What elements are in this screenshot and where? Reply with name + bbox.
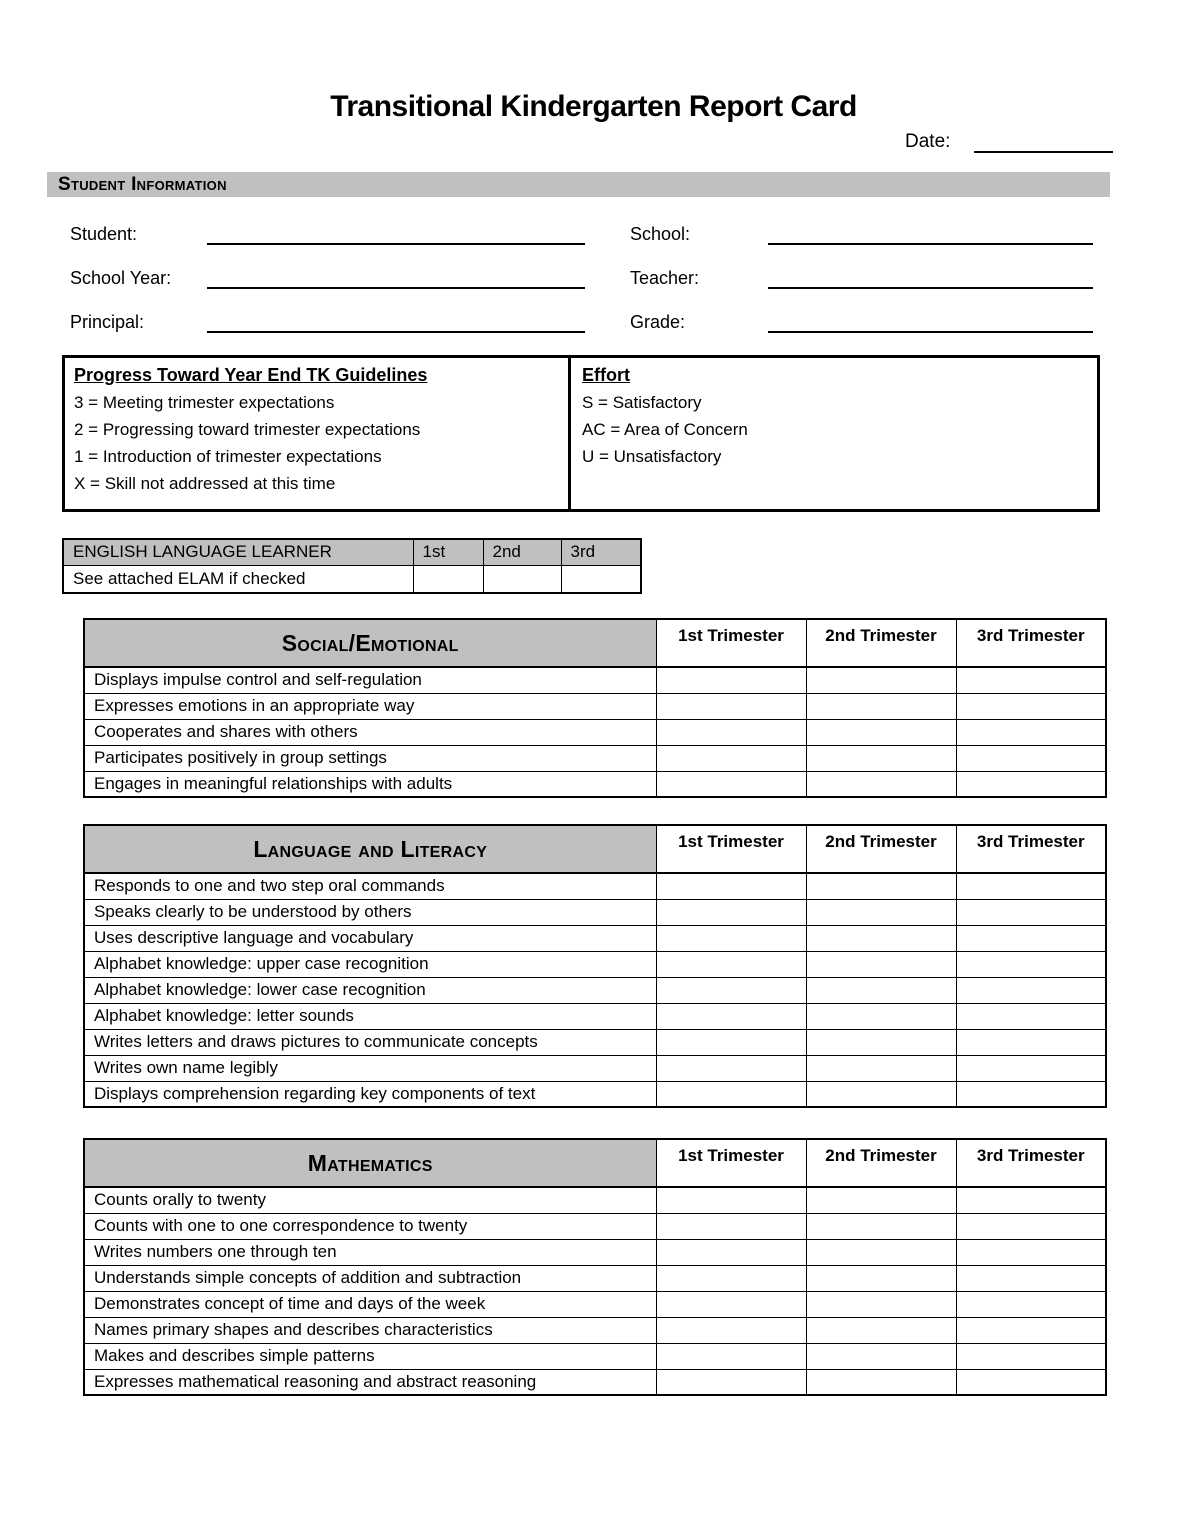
trimester-1-header: 1st Trimester [656,619,806,667]
effort-key-title: Effort [582,365,630,385]
table-row [84,1343,1106,1369]
grade-cell-t1[interactable] [656,951,806,977]
school-year-field [70,263,585,289]
progress-key [65,358,568,509]
trimester-3-header: 3rd Trimester [956,825,1106,873]
grade-cell-t1[interactable] [656,719,806,745]
grade-cell-t2[interactable] [806,1187,956,1213]
grade-field [630,307,1093,333]
teacher-input-line[interactable] [768,265,1093,289]
table-row [84,977,1106,1003]
date-input-line[interactable] [974,129,1113,153]
grade-cell-t3[interactable] [956,899,1106,925]
grade-label: Grade: [630,312,686,332]
table-row [84,1265,1106,1291]
grade-cell-t3[interactable] [956,1213,1106,1239]
grade-cell-t3[interactable] [956,1187,1106,1213]
grade-cell-t1[interactable] [656,1213,806,1239]
grade-cell-t2[interactable] [806,1265,956,1291]
grade-cell-t1[interactable] [656,1343,806,1369]
grade-cell-t3[interactable] [956,1265,1106,1291]
page-title: Transitional Kindergarten Report Card [330,90,857,123]
grade-cell-t2[interactable] [806,873,956,899]
trimester-3-header: 3rd Trimester [956,619,1106,667]
grade-cell-t1[interactable] [656,1055,806,1081]
skill-label: Speaks clearly to be understood by others [84,899,656,925]
grade-cell-t3[interactable] [956,667,1106,693]
grade-cell-t2[interactable] [806,1213,956,1239]
grade-cell-t2[interactable] [806,1081,956,1107]
grade-cell-t1[interactable] [656,977,806,1003]
table-row [84,745,1106,771]
social-emotional-table [83,618,1107,798]
table-row [84,1369,1106,1395]
grade-cell-t1[interactable] [656,1003,806,1029]
ell-header-2nd: 2nd [483,539,561,565]
effort-key [568,358,1097,509]
progress-key-item: 1 = Introduction of trimester expectations [74,447,382,466]
school-field [630,219,1093,245]
school-year-input-line[interactable] [207,265,585,289]
grade-cell-t1[interactable] [656,899,806,925]
grade-cell-t3[interactable] [956,951,1106,977]
grade-cell-t2[interactable] [806,771,956,797]
skill-label: Alphabet knowledge: lower case recognition [84,977,656,1003]
grade-cell-t3[interactable] [956,745,1106,771]
grade-input-line[interactable] [768,309,1093,333]
school-label: School: [630,224,691,244]
grade-cell-t3[interactable] [956,1369,1106,1395]
grade-cell-t2[interactable] [806,1029,956,1055]
trimester-2-header: 2nd Trimester [806,619,956,667]
grade-cell-t2[interactable] [806,667,956,693]
table-row [84,1239,1106,1265]
table-row [84,1291,1106,1317]
principal-input-line[interactable] [207,309,585,333]
student-information-header: Student Information [47,172,1110,197]
language-literacy-title: Language and Literacy [84,825,656,873]
social-emotional-header-row [84,619,1106,667]
grade-cell-t2[interactable] [806,745,956,771]
social-emotional-title: Social/Emotional [84,619,656,667]
progress-key-item: 2 = Progressing toward trimester expectations [74,420,421,439]
effort-key-item: S = Satisfactory [582,393,702,412]
progress-key-title: Progress Toward Year End TK Guidelines [74,365,428,385]
grade-cell-t3[interactable] [956,1055,1106,1081]
table-row [84,1003,1106,1029]
ell-check-cell-1st[interactable] [413,565,483,593]
grade-cell-t2[interactable] [806,719,956,745]
grade-cell-t3[interactable] [956,1291,1106,1317]
grade-cell-t1[interactable] [656,1291,806,1317]
progress-key-item: X = Skill not addressed at this time [74,474,336,493]
table-row [84,771,1106,797]
principal-label: Principal: [70,312,145,332]
skill-label: Alphabet knowledge: upper case recognition [84,951,656,977]
skill-label: Understands simple concepts of addition and subtraction [84,1265,656,1291]
skill-label: Displays impulse control and self-regulation [84,667,656,693]
grade-cell-t3[interactable] [956,693,1106,719]
ell-check-cell-2nd[interactable] [483,565,561,593]
grading-key-box [62,355,1100,512]
trimester-2-header: 2nd Trimester [806,1139,956,1187]
date-field [905,129,1113,153]
grade-cell-t1[interactable] [656,873,806,899]
skill-label: Counts with one to one correspondence to twenty [84,1213,656,1239]
grade-cell-t2[interactable] [806,1003,956,1029]
grade-cell-t1[interactable] [656,1029,806,1055]
skill-label: Displays comprehension regarding key components of text [84,1081,656,1107]
grade-cell-t1[interactable] [656,1317,806,1343]
grade-cell-t2[interactable] [806,1055,956,1081]
language-literacy-header-row [84,825,1106,873]
grade-cell-t2[interactable] [806,899,956,925]
table-row [84,1213,1106,1239]
table-row [84,1055,1106,1081]
grade-cell-t3[interactable] [956,925,1106,951]
grade-cell-t1[interactable] [656,667,806,693]
table-row [84,667,1106,693]
grade-cell-t1[interactable] [656,1239,806,1265]
skill-label: Writes own name legibly [84,1055,656,1081]
grade-cell-t3[interactable] [956,1029,1106,1055]
student-label: Student: [70,224,138,244]
skill-label: Writes numbers one through ten [84,1239,656,1265]
skill-label: Participates positively in group settings [84,745,656,771]
skill-label: Writes letters and draws pictures to communicate concepts [84,1029,656,1055]
skill-label: Expresses emotions in an appropriate way [84,693,656,719]
table-row [84,1187,1106,1213]
grade-cell-t3[interactable] [956,873,1106,899]
student-field [70,219,585,245]
table-row [84,925,1106,951]
school-year-label: School Year: [70,268,172,288]
teacher-label: Teacher: [630,268,700,288]
grade-cell-t1[interactable] [656,1081,806,1107]
effort-key-item: U = Unsatisfactory [582,447,722,466]
skill-label: Responds to one and two step oral commands [84,873,656,899]
table-row [84,951,1106,977]
teacher-field [630,263,1093,289]
ell-table [62,538,642,594]
grade-cell-t1[interactable] [656,745,806,771]
grade-cell-t2[interactable] [806,1343,956,1369]
table-row [84,1029,1106,1055]
table-row [84,1317,1106,1343]
skill-label: Counts orally to twenty [84,1187,656,1213]
skill-label: Demonstrates concept of time and days of the week [84,1291,656,1317]
grade-cell-t2[interactable] [806,693,956,719]
skill-label: Makes and describes simple patterns [84,1343,656,1369]
skill-label: Names primary shapes and describes characteristics [84,1317,656,1343]
skill-label: Uses descriptive language and vocabulary [84,925,656,951]
ell-check-cell-3rd[interactable] [561,565,641,593]
mathematics-header-row [84,1139,1106,1187]
grade-cell-t3[interactable] [956,771,1106,797]
grade-cell-t3[interactable] [956,1317,1106,1343]
grade-cell-t2[interactable] [806,925,956,951]
trimester-3-header: 3rd Trimester [956,1139,1106,1187]
principal-field [70,307,585,333]
grade-cell-t2[interactable] [806,951,956,977]
skill-label: Engages in meaningful relationships with adults [84,771,656,797]
grade-cell-t1[interactable] [656,1369,806,1395]
table-row [84,719,1106,745]
mathematics-table [83,1138,1107,1396]
grade-cell-t3[interactable] [956,1003,1106,1029]
grade-cell-t1[interactable] [656,771,806,797]
table-row [84,899,1106,925]
ell-header-3rd: 3rd [561,539,641,565]
table-row [84,1081,1106,1107]
grade-cell-t1[interactable] [656,925,806,951]
grade-cell-t1[interactable] [656,693,806,719]
school-input-line[interactable] [768,221,1093,245]
skill-label: Expresses mathematical reasoning and abstract reasoning [84,1369,656,1395]
grade-cell-t3[interactable] [956,1239,1106,1265]
language-literacy-table [83,824,1107,1108]
trimester-2-header: 2nd Trimester [806,825,956,873]
table-row [84,873,1106,899]
grade-cell-t2[interactable] [806,1369,956,1395]
grade-cell-t3[interactable] [956,1081,1106,1107]
mathematics-title: Mathematics [84,1139,656,1187]
grade-cell-t1[interactable] [656,1265,806,1291]
grade-cell-t3[interactable] [956,719,1106,745]
trimester-1-header: 1st Trimester [656,825,806,873]
grade-cell-t3[interactable] [956,977,1106,1003]
grade-cell-t2[interactable] [806,1291,956,1317]
ell-row-label: See attached ELAM if checked [63,565,413,593]
grade-cell-t3[interactable] [956,1343,1106,1369]
skill-label: Cooperates and shares with others [84,719,656,745]
grade-cell-t2[interactable] [806,1239,956,1265]
grade-cell-t1[interactable] [656,1187,806,1213]
grade-cell-t2[interactable] [806,1317,956,1343]
ell-check-row [63,565,641,593]
grade-cell-t2[interactable] [806,977,956,1003]
trimester-1-header: 1st Trimester [656,1139,806,1187]
effort-key-item: AC = Area of Concern [582,420,748,439]
ell-header-1st: 1st [413,539,483,565]
ell-header-row [63,539,641,565]
date-label: Date: [905,131,951,152]
ell-header-label: ENGLISH LANGUAGE LEARNER [63,539,413,565]
table-row [84,693,1106,719]
progress-key-item: 3 = Meeting trimester expectations [74,393,335,412]
skill-label: Alphabet knowledge: letter sounds [84,1003,656,1029]
student-input-line[interactable] [207,221,585,245]
